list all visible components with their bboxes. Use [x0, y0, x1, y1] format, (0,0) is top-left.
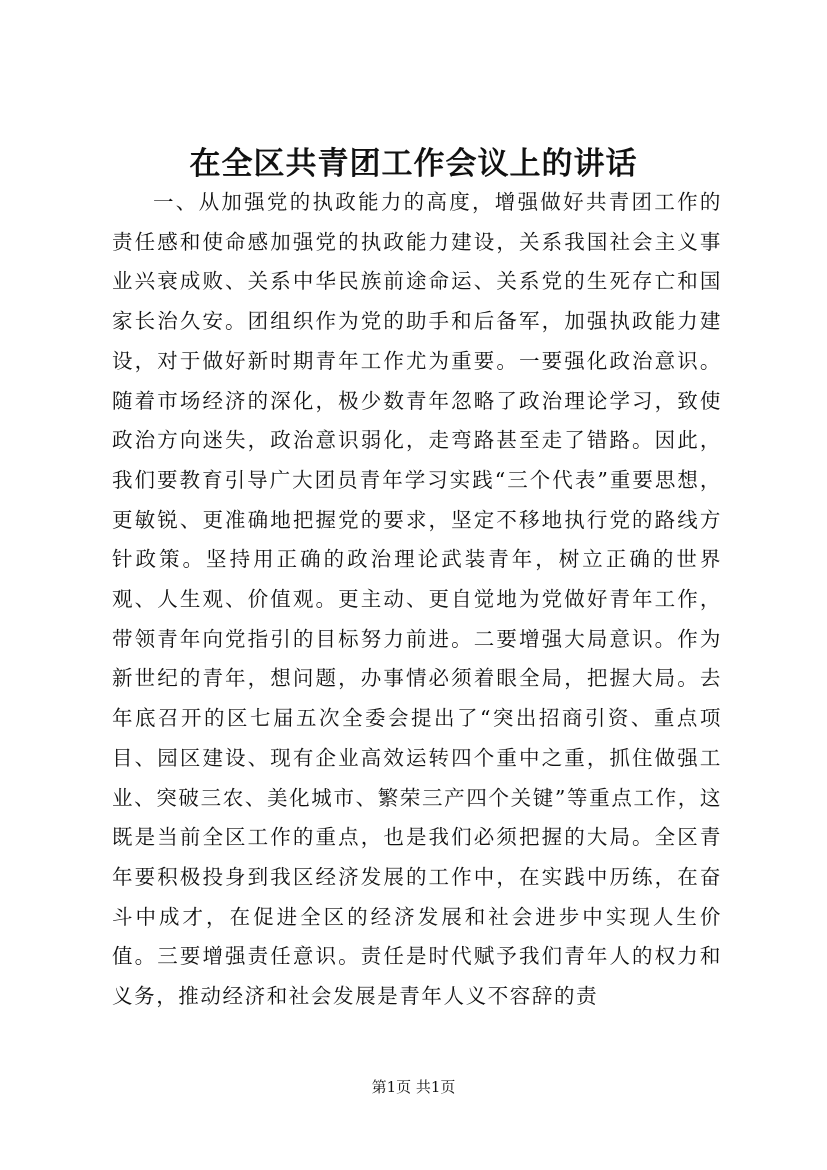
page-number-footer: 第1页 共1页 — [371, 1078, 456, 1096]
page-title: 在全区共青团工作会议上的讲话 — [189, 146, 638, 182]
body-paragraph: 一、从加强党的执政能力的高度，增强做好共青团工作的责任感和使命感加强党的执政能力建设，关系我国社会主义事业兴衰成败、关系中华民族前途命运、关系党的生死存亡和国家长治久安。团组织作为党的助手和后备军，加强执政能力建设，对于做好新时期青年工作尤为重要。一要强化政治意识。随着市场经济的深化，极少数青年忽略了政治理论学习，致使政治方向迷失，政治意识弱化，走弯路甚至走了错路。因此，我们要教育引导广大团员青年学习实践“三个代表”重要思想，更敏锐、更准确地把握党的要求，坚定不移地执行党的路线方针政策。坚持用正确的政治理论武装青年，树立正确的世界观、人生观、价值观。更主动、更自觉地为党做好青年工作，带领青年向党指引的目标努力前进。二要增强大局意识。作为新世纪的青年，想问题，办事情必须着眼全局，把握大局。去年底召开的区七届五次全委会提出了“突出招商引资、重点项目、园区建设、现有企业高效运转四个重中之重，抓住做强工业、突破三农、美化城市、繁荣三产四个关键”等重点工作，这既是当前全区工作的重点，也是我们必须把握的大局。全区青年要积极投身到我区经济发展的工作中，在实践中历练，在奋斗中成才，在促进全区的经济发展和社会进步中实现人生价值。三要增强责任意识。责任是时代赋予我们青年人的权力和义务，推动经济和社会发展是青年人义不容辞的责 — [112, 190, 722, 1009]
